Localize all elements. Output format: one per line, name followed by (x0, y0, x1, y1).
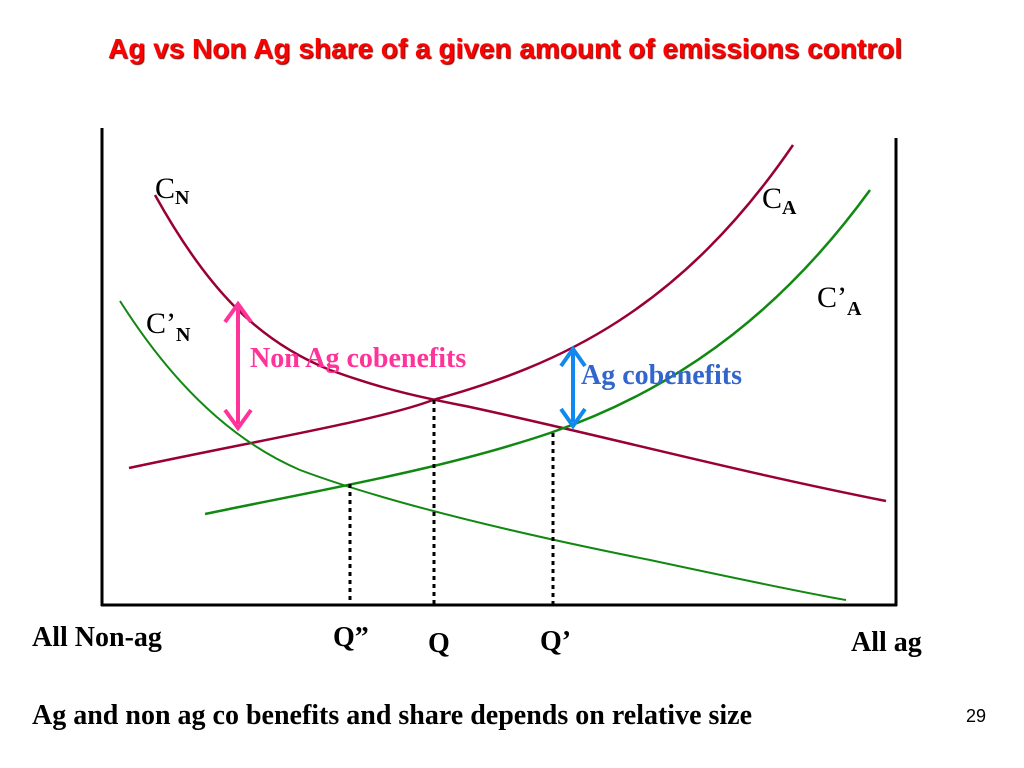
cpn-label-sub: N (176, 324, 191, 346)
cpa-label-sub: A (847, 298, 862, 320)
q-prime-label: Q’ (540, 626, 572, 657)
cpa-label-main: C’ (817, 281, 847, 314)
cpn-label (146, 307, 191, 346)
cn-label (155, 172, 190, 209)
cn-label-sub: N (175, 187, 190, 209)
ag-cobenefits-label: Ag cobenefits (581, 360, 742, 391)
page-number: 29 (966, 706, 987, 726)
cpn-label-main: C’ (146, 307, 176, 340)
slide-caption: Ag and non ag co benefits and share depends on relative size (32, 700, 753, 731)
q-label: Q (428, 628, 450, 659)
ca-curve (129, 145, 793, 468)
ca-label-sub: A (782, 197, 797, 219)
cpa-label (817, 281, 862, 320)
ca-label (762, 182, 797, 219)
cpn-curve (120, 301, 846, 600)
slide-title: Ag vs Non Ag share of a given amount of emissions control (108, 33, 902, 64)
q-double-prime-label: Q” (333, 622, 369, 653)
cn-label-main: C (155, 172, 176, 205)
all-ag-label: All ag (851, 627, 922, 658)
all-non-ag-label: All Non-ag (32, 622, 162, 653)
non-ag-cobenefits-label: Non Ag cobenefits (250, 343, 467, 374)
ca-label-main: C (762, 182, 783, 215)
